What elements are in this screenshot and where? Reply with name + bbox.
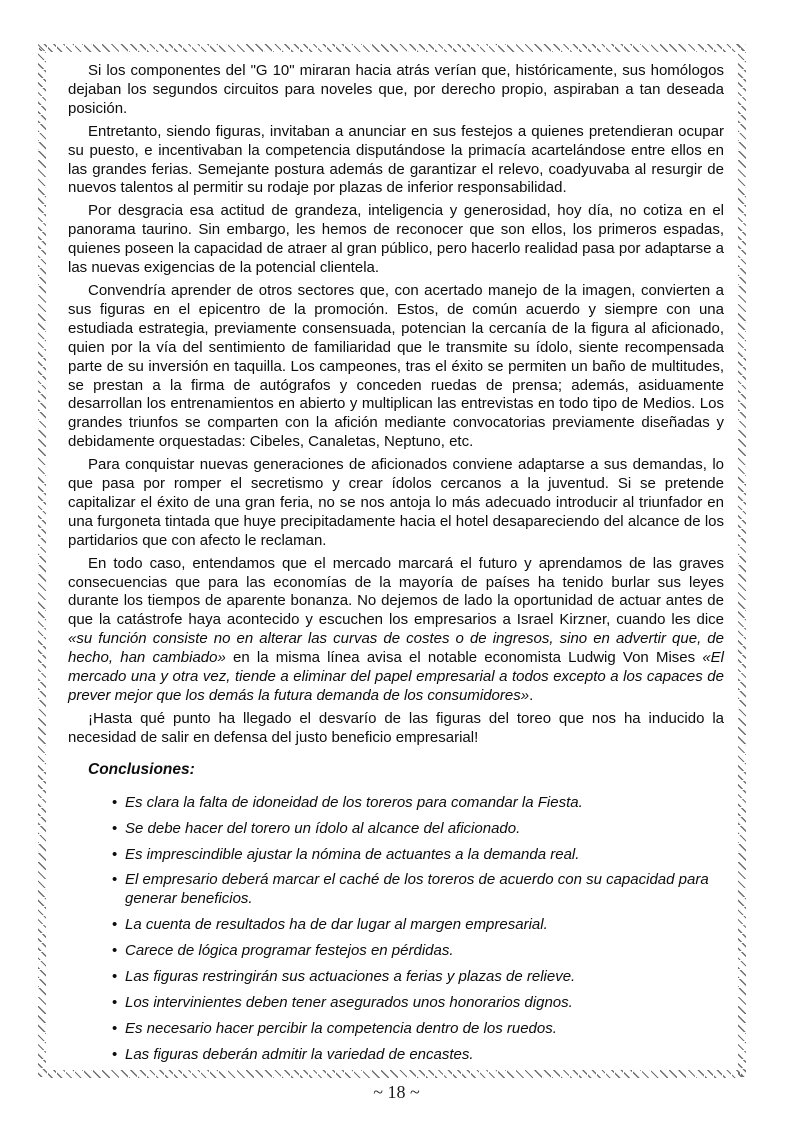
list-item: • Las figuras deberán admitir la variedad de encastes. (112, 1046, 724, 1065)
list-item: • Es necesario hacer percibir la competencia dentro de los ruedos. (112, 1020, 724, 1039)
page-content (46, 52, 738, 1070)
list-item: • Es imprescindible ajustar la nómina de actuantes a la demanda real. (112, 846, 724, 865)
paragraph (68, 282, 724, 452)
body-text: ¡Hasta qué punto ha llegado el desvarío de las figuras del toreo que nos ha inducido la necesidad de salir en defensa del justo beneficio empresarial! (68, 709, 724, 746)
quote-text: «El mercado una y otra vez, tiende a eliminar del papel empresarial a todos excepto a los capaces de prever mejor que los demás la futura demanda de los consumidores» (68, 649, 724, 704)
body-text: En todo caso, entendamos que el mercado marcará el futuro y aprendamos de las graves consecuencias que para las economías de la mayoría de países ha tenido burlar sus leyes durante los tiempos de aparente bonanza. No dejemos de lado la oportunidad de actuar antes de que la catástrofe haya acontecido y escuchen los empresarios a Israel Kirzner, cuando les dice (68, 554, 724, 629)
list-item: • Carece de lógica programar festejos en pérdidas. (112, 942, 724, 961)
conclusions-heading: Conclusiones: (88, 760, 195, 778)
body-text: Convendría aprender de otros sectores que, con acertado manejo de la imagen, convierten a sus figuras en el epicentro de la promoción. Estos, de común acuerdo y siempre con una estudiada estrategia, previamente consensuada, potencian la cercanía de la figura al aficionado, quien por la vía del sentimiento de familiaridad que le transmite su ídolo, siente recompensada parte de su inversión en taquilla. Los campeones, tras el éxito se permiten un baño de multitudes, se prestan a la firma de autógrafos y conceden ruedas de prensa; además, asiduamente desarrollan los entrenamientos en abierto y multiplican las entrevistas en todo tipo de Medios. Los grandes triunfos se comparten con la afición mediante convocatorias previamente diseñadas y debidamente orquestadas: Cibeles, Canaletas, Neptuno, etc. (68, 281, 724, 451)
page-number: ~ 18 ~ (373, 1082, 420, 1102)
paragraph (68, 456, 724, 551)
body-text: Si los componentes del "G 10" miraran hacia atrás verían que, históricamente, sus homólogos dejaban los segundos circuitos para noveles que, por derecho propio, aspiraban a tan deseada posición. (68, 62, 724, 117)
body-text: . (529, 687, 534, 704)
body-text: Entretanto, siendo figuras, invitaban a anunciar en sus festejos a quienes pretendieran ocupar su puesto, e incentivaban la competencia disputándose la primacía acartelándose entre ellos en las grandes ferias. Semejante postura además de garantizar el relevo, coadyuvaba al resurgir de nuevos talentos al permitir su rodaje por plazas de inferior responsabilidad. (68, 122, 724, 197)
decorative-page-border (38, 44, 746, 1078)
paragraph (68, 123, 724, 199)
body-text: Para conquistar nuevas generaciones de aficionados conviene adaptarse a sus demandas, lo que pasa por romper el secretismo y crear ídolos cercanos a la juventud. Si se pretende capitalizar el éxito de una gran feria, no se nos antoja lo más adecuado introducir al triunfador en una furgoneta tintada que huye precipitadamente hacia el hotel desapareciendo del alcance de los partidarios que con afecto le reclaman. (68, 456, 724, 549)
list-item: • Las figuras restringirán sus actuaciones a ferias y plazas de relieve. (112, 968, 724, 987)
border-bottom-edge (38, 1070, 746, 1078)
list-item: • La cuenta de resultados ha de dar lugar al margen empresarial. (112, 916, 724, 935)
border-left-edge (38, 44, 46, 1078)
list-item: • Los intervinientes deben tener asegurados unos honorarios dignos. (112, 994, 724, 1013)
list-item: • El empresario deberá marcar el caché de los toreros de acuerdo con su capacidad para generar beneficios. (112, 871, 724, 909)
border-right-edge (738, 44, 746, 1078)
body-paragraphs (68, 62, 724, 748)
list-item: • Es clara la falta de idoneidad de los toreros para comandar la Fiesta. (112, 794, 724, 813)
paragraph (68, 202, 724, 278)
quote-text: «su función consiste no en alterar las curvas de costes o de ingresos, sino en advertir que, de hecho, han cambiado» (68, 630, 724, 667)
list-item: • Se debe hacer del torero un ídolo al alcance del aficionado. (112, 820, 724, 839)
paragraph (68, 555, 724, 706)
paragraph (68, 710, 724, 748)
border-top-edge (38, 44, 746, 52)
paragraph (68, 62, 724, 119)
body-text: en la misma línea avisa el notable economista Ludwig Von Mises (225, 649, 703, 667)
body-text: Por desgracia esa actitud de grandeza, inteligencia y generosidad, hoy día, no cotiza en el panorama taurino. Sin embargo, les hemos de reconocer que son ellos, los primeros espadas, quienes poseen la capacidad de atraer al gran público, pero hacerlo realidad pasa por adaptarse a las nuevas exigencias de la potencial clientela. (68, 202, 724, 277)
conclusions-list (68, 794, 724, 1065)
